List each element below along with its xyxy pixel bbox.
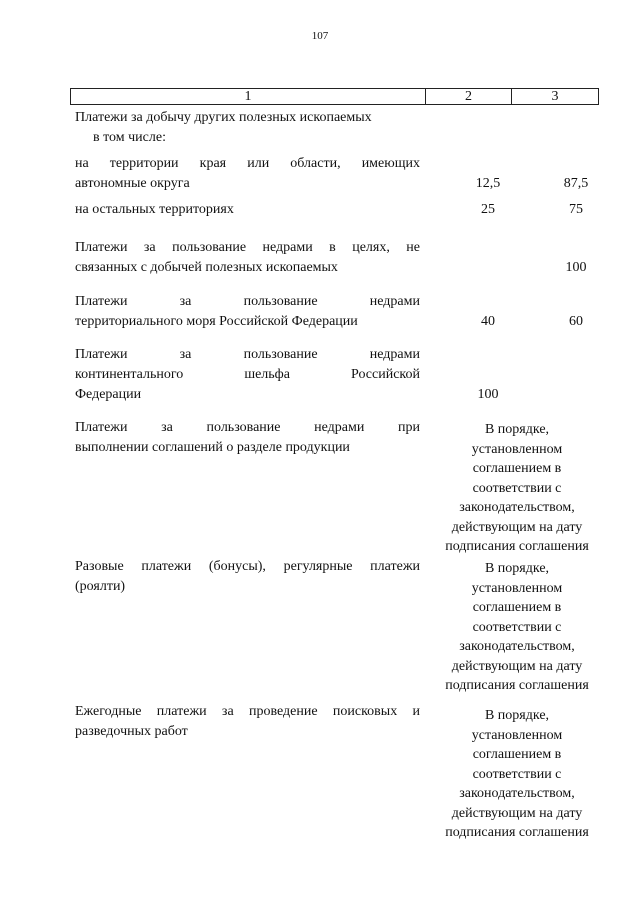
- row-value-col-2: 40: [481, 314, 495, 329]
- description-line: континентального шельфа Российской: [75, 367, 420, 382]
- page-number: 107: [311, 30, 329, 42]
- row-description: [75, 557, 420, 597]
- note-line: соглашением в: [472, 600, 562, 615]
- note-line: подписания соглашения: [445, 678, 589, 693]
- note-line: соответствии с: [472, 480, 562, 496]
- description-line: в том числе:: [93, 130, 166, 145]
- row-value-col-2: 12,5: [475, 176, 501, 191]
- description-line: связанных с добычей полезных ископаемых: [75, 260, 338, 275]
- note-line: действующим на дату: [451, 805, 583, 821]
- note-line: законодательством,: [459, 786, 575, 801]
- row-description: [75, 702, 420, 742]
- row-note: [427, 706, 607, 843]
- description-line: на территории края или области, имеющих: [75, 156, 420, 171]
- note-line: подписания соглашения: [445, 825, 589, 840]
- row-value-col-3: 87,5: [563, 176, 589, 191]
- description-line: Платежи за пользование недрами при: [75, 420, 420, 435]
- row-description: [75, 154, 420, 194]
- description-line: Разовые платежи (бонусы), регулярные платежи: [75, 559, 420, 574]
- note-line: действующим на дату: [451, 519, 583, 535]
- note-line: В порядке,: [484, 561, 550, 576]
- description-line: (роялти): [75, 579, 126, 594]
- description-line: Ежегодные платежи за проведение поисковых и: [75, 704, 420, 719]
- note-line: В порядке,: [484, 422, 550, 437]
- note-line: соответствии с: [472, 619, 562, 635]
- note-line: соглашением в: [472, 747, 562, 762]
- row-value-col-2: 100: [477, 387, 499, 402]
- description-line: разведочных работ: [75, 724, 188, 739]
- header-col-2: 2: [426, 89, 512, 104]
- row-value-col-3: 60: [569, 314, 583, 329]
- row-description: [75, 200, 420, 220]
- description-line: автономные округа: [75, 176, 190, 191]
- note-line: действующим на дату: [451, 658, 583, 674]
- description-line: Платежи за пользование недрами: [75, 347, 420, 362]
- description-line: на остальных территориях: [75, 202, 234, 217]
- description-line: выполнении соглашений о разделе продукции: [75, 440, 350, 455]
- row-description: [75, 108, 420, 148]
- note-line: соответствии с: [472, 766, 562, 782]
- row-value-col-3: 75: [569, 202, 583, 217]
- note-line: соглашением в: [472, 461, 562, 476]
- note-line: законодательством,: [459, 500, 575, 515]
- note-line: законодательством,: [459, 639, 575, 654]
- note-line: подписания соглашения: [445, 539, 589, 554]
- note-line: установленном: [471, 441, 563, 457]
- row-note: [427, 420, 607, 557]
- row-value-col-2: 25: [481, 202, 495, 217]
- description-line: Платежи за пользование недрами в целях, не: [75, 240, 420, 255]
- row-description: [75, 418, 420, 458]
- description-line: Федерации: [75, 387, 142, 402]
- row-note: [427, 559, 607, 696]
- description-line: территориального моря Российской Федерации: [75, 314, 358, 329]
- row-description: [75, 345, 420, 405]
- description-line: Платежи за пользование недрами: [75, 294, 420, 309]
- header-col-3: 3: [551, 89, 559, 104]
- note-line: установленном: [471, 727, 563, 743]
- header-col-1: 1: [71, 89, 426, 104]
- note-line: В порядке,: [484, 708, 550, 723]
- description-line: Платежи за добычу других полезных ископаемых: [75, 110, 372, 125]
- note-line: установленном: [471, 580, 563, 596]
- row-value-col-3: 100: [565, 260, 587, 275]
- row-description: [75, 292, 420, 332]
- row-description: [75, 238, 420, 278]
- table-header: [70, 88, 599, 105]
